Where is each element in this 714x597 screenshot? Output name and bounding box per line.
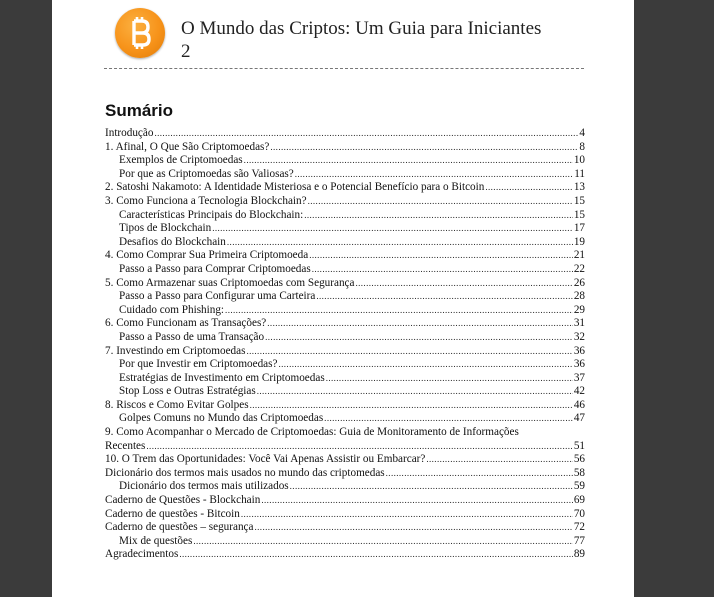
toc-subentry[interactable] — [105, 222, 585, 236]
toc-entry-title: Passo a Passo de uma Transação — [119, 330, 265, 343]
toc-entry-title: Passo a Passo para Configurar uma Carteira — [119, 290, 316, 303]
toc-entry[interactable] — [105, 453, 585, 467]
toc-dot-leader — [295, 168, 573, 182]
document-header-title: O Mundo das Criptos: Um Guia para Iniciantes — [181, 18, 542, 39]
toc-page-number: 56 — [573, 453, 585, 466]
toc-subentry[interactable] — [105, 412, 585, 426]
toc-subentry[interactable] — [105, 263, 585, 277]
table-of-contents — [105, 127, 585, 562]
toc-dot-leader — [241, 508, 573, 522]
toc-dot-leader — [267, 317, 573, 331]
toc-dot-leader — [426, 453, 572, 467]
toc-entry-title: Dicionário dos termos mais utilizados — [119, 480, 289, 493]
toc-subentry[interactable] — [105, 168, 585, 182]
toc-dot-leader — [257, 385, 573, 399]
toc-entry-title: Exemplos de Criptomoedas — [119, 154, 243, 167]
toc-entry-title: Por que as Criptomoedas são Valiosas? — [119, 167, 294, 180]
toc-page-number: 72 — [573, 521, 585, 534]
toc-dot-leader — [246, 345, 572, 359]
toc-entry-title: Golpes Comuns no Mundo das Criptomoedas — [119, 412, 324, 425]
toc-page-number: 4 — [579, 127, 585, 139]
header-divider — [104, 68, 584, 69]
toc-dot-leader — [316, 290, 572, 304]
toc-title: Sumário — [105, 101, 174, 120]
toc-entry-title: Cuidado com Phishing: — [119, 303, 225, 316]
toc-entry[interactable] — [105, 181, 585, 195]
toc-page-number: 37 — [573, 371, 585, 384]
toc-entry-title: 6. Como Funcionam as Transações? — [105, 317, 267, 330]
toc-dot-leader — [304, 209, 573, 223]
toc-entry[interactable] — [105, 426, 585, 440]
toc-entry-title: Agradecimentos — [105, 548, 179, 561]
toc-dot-leader — [179, 548, 572, 562]
toc-entry-title: 4. Como Comprar Sua Primeira Criptomoeda — [105, 249, 309, 262]
toc-entry[interactable] — [105, 399, 585, 413]
toc-subentry[interactable] — [105, 304, 585, 318]
toc-dot-leader — [225, 304, 573, 318]
toc-entry-title: Caderno de questões – segurança — [105, 521, 254, 534]
toc-page-number: 22 — [573, 262, 585, 275]
toc-page-number: 42 — [573, 385, 585, 398]
toc-subentry[interactable] — [105, 480, 585, 494]
toc-dot-leader — [255, 521, 573, 535]
toc-page-number: 15 — [573, 208, 585, 221]
toc-page-number: 70 — [573, 507, 585, 520]
toc-dot-leader — [324, 412, 573, 426]
toc-entry[interactable] — [105, 494, 585, 508]
toc-entry-title: Estratégias de Investimento em Criptomoedas — [119, 371, 325, 384]
toc-entry-title-continued: Recentes — [105, 439, 146, 452]
toc-dot-leader — [146, 440, 572, 454]
toc-page-number: 89 — [573, 548, 585, 561]
toc-page-number: 69 — [573, 494, 585, 507]
toc-entry-title: Por que Investir em Criptomoedas? — [119, 358, 278, 371]
toc-entry-title: Mix de questões — [119, 534, 193, 547]
toc-page-number: 8 — [579, 140, 585, 153]
toc-subentry[interactable] — [105, 385, 585, 399]
toc-page-number: 36 — [573, 344, 585, 357]
toc-entry-title: Caderno de Questões - Blockchain — [105, 494, 261, 507]
toc-entry-title: 8. Riscos e Como Evitar Golpes — [105, 398, 249, 411]
toc-dot-leader — [308, 195, 573, 209]
toc-entry-title: 3. Como Funciona a Tecnologia Blockchain? — [105, 194, 307, 207]
toc-page-number: 51 — [573, 439, 585, 452]
toc-dot-leader — [265, 331, 573, 345]
toc-page-number: 46 — [573, 398, 585, 411]
toc-dot-leader — [154, 127, 578, 141]
toc-entry[interactable] — [105, 277, 585, 291]
toc-subentry[interactable] — [105, 331, 585, 345]
toc-dot-leader — [227, 236, 573, 250]
toc-page-number: 11 — [574, 167, 585, 180]
toc-dot-leader — [193, 535, 572, 549]
toc-subentry[interactable] — [105, 535, 585, 549]
toc-entry-title: 7. Investindo em Criptomoedas — [105, 344, 246, 357]
toc-entry[interactable] — [105, 141, 585, 155]
toc-entry-title: Características Principais do Blockchain: — [119, 208, 304, 221]
toc-dot-leader — [212, 222, 573, 236]
toc-page-number: 32 — [573, 330, 585, 343]
toc-subentry[interactable] — [105, 209, 585, 223]
toc-entry-title: Stop Loss e Outras Estratégias — [119, 385, 256, 398]
document-page — [52, 0, 634, 597]
toc-entry[interactable] — [105, 467, 585, 481]
toc-subentry[interactable] — [105, 358, 585, 372]
toc-dot-leader — [312, 263, 573, 277]
toc-page-number: 58 — [573, 466, 585, 479]
toc-dot-leader — [326, 372, 573, 386]
toc-page-number: 21 — [573, 249, 585, 262]
toc-dot-leader — [244, 154, 573, 168]
toc-dot-leader — [386, 467, 573, 481]
toc-page-number: 17 — [573, 222, 585, 235]
toc-page-number: 29 — [573, 303, 585, 316]
toc-entry-title: 1. Afinal, O Que São Criptomoedas? — [105, 140, 270, 153]
toc-entry-title: Tipos de Blockchain — [119, 222, 212, 235]
toc-dot-leader — [270, 141, 578, 155]
toc-entry[interactable] — [105, 521, 585, 535]
toc-page-number: 10 — [573, 154, 585, 167]
toc-page-number: 36 — [573, 358, 585, 371]
toc-subentry[interactable] — [105, 154, 585, 168]
toc-dot-leader — [290, 480, 573, 494]
toc-subentry[interactable] — [105, 372, 585, 386]
toc-entry-title: Introdução — [105, 127, 154, 139]
toc-entry[interactable] — [105, 195, 585, 209]
toc-page-number: 28 — [573, 290, 585, 303]
toc-dot-leader — [250, 399, 573, 413]
toc-page-number: 59 — [573, 480, 585, 493]
toc-entry-title: Caderno de questões - Bitcoin — [105, 507, 240, 520]
toc-entry-title: Desafios do Blockchain — [119, 235, 226, 248]
toc-entry-title: 5. Como Armazenar suas Criptomoedas com Segurança — [105, 276, 355, 289]
toc-entry[interactable] — [105, 508, 585, 522]
toc-page-number: 19 — [573, 235, 585, 248]
toc-entry[interactable] — [105, 249, 585, 263]
toc-page-number: 13 — [573, 181, 585, 194]
toc-page-number: 26 — [573, 276, 585, 289]
toc-dot-leader — [278, 358, 572, 372]
toc-entry-title: 9. Como Acompanhar o Mercado de Criptomoedas: Guia de Monitoramento de Informações — [105, 426, 519, 439]
toc-page-number: 15 — [573, 194, 585, 207]
toc-entry-title: 2. Satoshi Nakamoto: A Identidade Misteriosa e o Potencial Benefício para o Bitcoin — [105, 181, 485, 194]
toc-entry[interactable] — [105, 345, 585, 359]
toc-entry-title: Dicionário dos termos mais usados no mundo das criptomedas — [105, 466, 385, 479]
page-number: 2 — [181, 41, 191, 62]
toc-page-number: 77 — [573, 534, 585, 547]
toc-dot-leader — [485, 181, 572, 195]
toc-entry-title: 10. O Trem das Oportunidades: Você Vai Apenas Assistir ou Embarcar? — [105, 453, 426, 466]
toc-entry[interactable] — [105, 127, 585, 141]
toc-entry[interactable] — [105, 548, 585, 562]
toc-subentry[interactable] — [105, 290, 585, 304]
toc-dot-leader — [355, 277, 572, 291]
toc-entry-title: Passo a Passo para Comprar Criptomoedas — [119, 262, 311, 275]
toc-entry-continuation[interactable] — [105, 440, 585, 454]
toc-entry[interactable] — [105, 317, 585, 331]
toc-dot-leader — [261, 494, 572, 508]
toc-subentry[interactable] — [105, 236, 585, 250]
toc-dot-leader — [309, 249, 573, 263]
bitcoin-logo-icon — [115, 8, 165, 58]
toc-page-number: 47 — [573, 412, 585, 425]
toc-page-number: 31 — [573, 317, 585, 330]
